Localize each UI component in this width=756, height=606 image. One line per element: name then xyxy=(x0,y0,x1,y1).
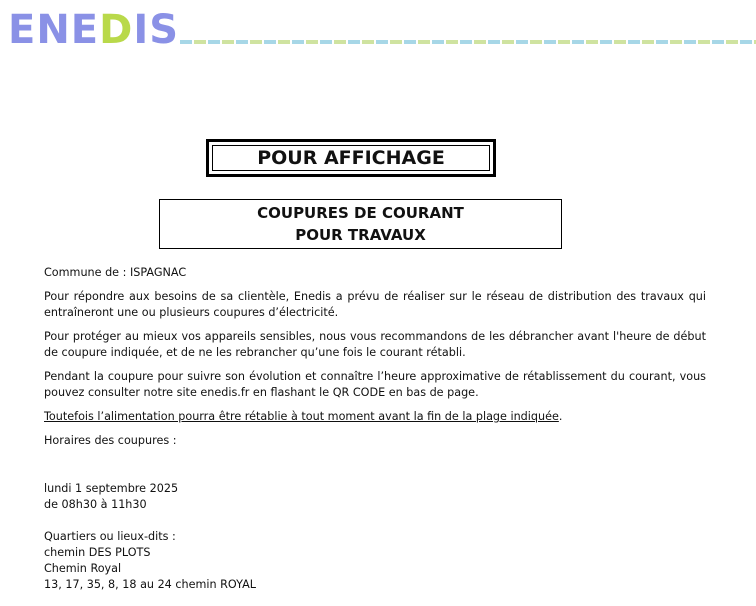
place-item: Chemin Royal xyxy=(44,562,122,575)
pour-affichage-title: POUR AFFICHAGE xyxy=(212,145,490,171)
paragraph-3: Pendant la coupure pour suivre son évolution et connaître l’heure approximative de rétablissement du courant, vous pouvez consulter notre site enedis.fr en flashant le QR CODE en bas de page. xyxy=(44,370,706,399)
coupures-title-line1: COUPURES DE COURANT xyxy=(257,204,464,222)
horaires-label: Horaires des coupures : xyxy=(44,434,177,447)
enedis-logo: ENEDIS xyxy=(8,7,180,53)
logo-dash-line xyxy=(180,40,756,44)
pour-affichage-box xyxy=(206,139,496,177)
paragraph-4-underlined: Toutefois l’alimentation pourra être rétablie à tout moment avant la fin de la plage indiquée xyxy=(44,410,559,423)
coupures-title-line2: POUR TRAVAUX xyxy=(295,226,426,244)
paragraph-4: Toutefois l’alimentation pourra être rétablie à tout moment avant la fin de la plage indiquée. xyxy=(44,410,563,423)
commune-line: Commune de : ISPAGNAC xyxy=(44,266,187,279)
paragraph-1: Pour répondre aux besoins de sa clientèle, Enedis a prévu de réaliser sur le réseau de distribution des travaux qui entraîneront une ou plusieurs coupures d’électricité. xyxy=(44,290,706,319)
place-item: 13, 17, 35, 8, 18 au 24 chemin ROYAL xyxy=(44,578,256,591)
quartiers-label: Quartiers ou lieux-dits : xyxy=(44,530,176,543)
place-item: chemin DES PLOTS xyxy=(44,546,151,559)
notice-body xyxy=(44,265,706,593)
coupures-title-box xyxy=(159,199,562,249)
outage-date: lundi 1 septembre 2025 xyxy=(44,482,179,495)
outage-time: de 08h30 à 11h30 xyxy=(44,498,147,511)
paragraph-2: Pour protéger au mieux vos appareils sensibles, nous vous recommandons de les débrancher avant l'heure de début de coupure indiquée, et de ne les rebrancher qu’une fois le courant rétabli. xyxy=(44,330,706,359)
